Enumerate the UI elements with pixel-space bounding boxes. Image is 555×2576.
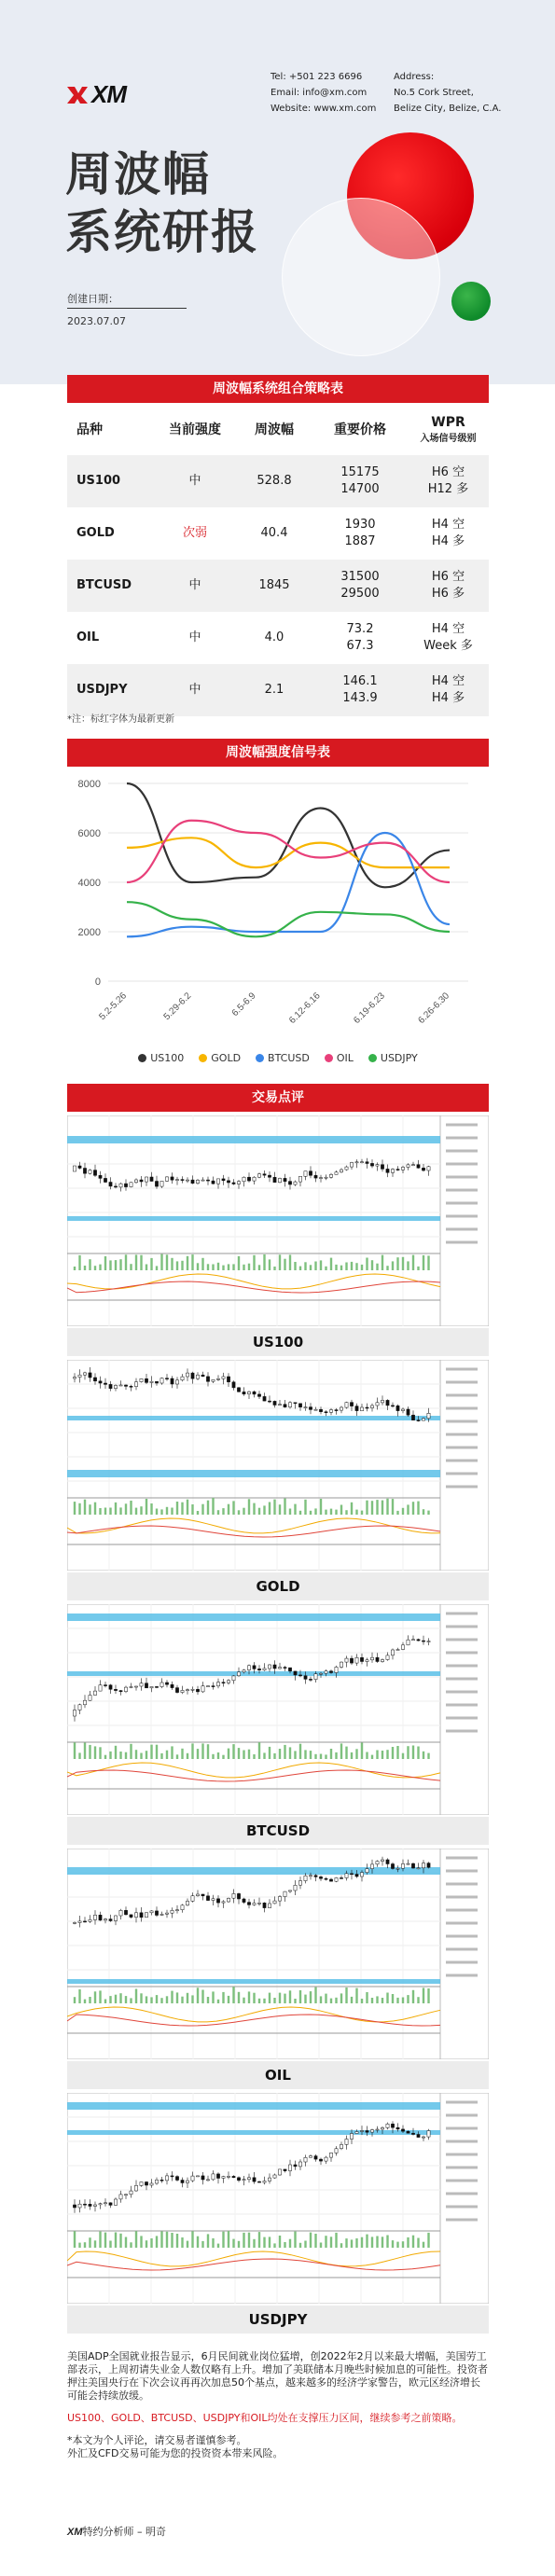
price-chart-screenshot: [67, 1115, 489, 1326]
legend-item: [325, 1052, 354, 1064]
page-title: [65, 145, 259, 261]
address-line: No.5 Cork Street,: [394, 88, 474, 98]
x-tick-label: 5.2-5.26: [97, 990, 130, 1023]
decorative-glass-sphere: [282, 198, 440, 356]
cell-strength: 中: [154, 612, 236, 664]
commentary-paragraph: 美国ADP全国就业报告显示，6月民间就业岗位猛增，创2022年2月以来最大增幅，美国劳工部表示，上周初请失业金人数仅略有上升。增加了美联储本月晚些时候加息的可能性。投资者押注美国央行在下次会议再再次加息50个基点，越来越多的经济学家警告，欧元区经济增长可能会持续放缓。: [67, 2350, 488, 2402]
legend-dot-icon: [256, 1054, 264, 1062]
cell-price: 146.1 143.9: [312, 664, 408, 716]
brand-name: XM: [91, 80, 126, 108]
date-divider: [67, 308, 187, 309]
disclaimer: [67, 2434, 489, 2460]
legend-item: [138, 1052, 184, 1064]
chart-symbol-label: GOLD: [67, 1572, 489, 1600]
legend-dot-icon: [138, 1054, 146, 1062]
market-commentary: [67, 2350, 489, 2470]
cell-strength: 中: [154, 664, 236, 716]
legend-item: [256, 1052, 310, 1064]
y-tick-label: 2000: [77, 927, 101, 938]
y-tick-label: 4000: [77, 878, 101, 889]
cell-price: 31500 29500: [312, 560, 408, 612]
table-row: [67, 664, 489, 716]
legend-item: [199, 1052, 241, 1064]
col-header-symbol: 品种: [67, 403, 154, 455]
price-chart-screenshot: [67, 1849, 489, 2059]
address-title: Address:: [394, 72, 435, 82]
y-tick-label: 8000: [77, 779, 101, 790]
col-header-price: 重要价格: [312, 403, 408, 455]
legend-label: US100: [150, 1052, 185, 1064]
x-tick-label: 6.12-6.16: [287, 990, 323, 1027]
contact-website[interactable]: Website: www.xm.com: [271, 104, 377, 114]
report-header: [0, 0, 555, 384]
cell-strength: 中: [154, 560, 236, 612]
cell-strength: 次弱: [154, 507, 236, 560]
date-value: 2023.07.07: [67, 315, 126, 327]
cell-signal: H6 空 H12 多: [408, 455, 489, 507]
review-section-title: 交易点评: [67, 1084, 489, 1112]
cell-symbol: OIL: [67, 612, 154, 664]
x-tick-label: 5.29-6.2: [161, 990, 194, 1023]
contact-info: [271, 69, 376, 117]
x-tick-label: 6.26-6.30: [416, 990, 452, 1027]
contact-email[interactable]: Email: info@xm.com: [271, 88, 368, 98]
title-line-1: 周波幅: [65, 147, 211, 201]
col-header-wpr: [408, 403, 489, 455]
series-line-us100: [127, 783, 450, 887]
chart-legend: [67, 1052, 489, 1064]
signature-brand: XM: [67, 2527, 83, 2538]
xm-logo: [65, 80, 126, 109]
table-row: [67, 507, 489, 560]
chart-symbol-label: OIL: [67, 2061, 489, 2089]
legend-label: GOLD: [211, 1052, 242, 1064]
price-chart-screenshot: [67, 1604, 489, 1815]
legend-item: [368, 1052, 418, 1064]
price-chart-screenshot: [67, 1360, 489, 1571]
strategy-section-title: 周波幅系统组合策略表: [67, 375, 489, 403]
analyst-signature: [67, 2524, 166, 2539]
signature-text: 特约分析师 – 明奇: [82, 2526, 166, 2538]
title-line-2: 系统研报: [65, 205, 259, 259]
cell-range: 40.4: [236, 507, 312, 560]
cell-symbol: BTCUSD: [67, 560, 154, 612]
legend-label: USDJPY: [380, 1052, 418, 1064]
wpr-label: WPR: [431, 414, 465, 430]
x-tick-label: 6.5-6.9: [229, 990, 258, 1019]
table-note: *注：标红字体为最新更新: [67, 714, 174, 725]
strength-line-chart: [67, 774, 489, 1045]
col-header-range: 周波幅: [236, 403, 312, 455]
strength-chart-svg: [67, 774, 489, 1045]
wpr-sublabel: 入场信号级别: [420, 433, 477, 444]
date-label: 创建日期：: [67, 293, 118, 305]
legend-dot-icon: [325, 1054, 333, 1062]
cell-strength: 中: [154, 455, 236, 507]
disclaimer-line-1: *本文为个人评论，请交易者谨慎参考。: [67, 2434, 247, 2446]
cell-signal: H6 空 H6 多: [408, 560, 489, 612]
legend-label: BTCUSD: [268, 1052, 310, 1064]
cell-symbol: US100: [67, 455, 154, 507]
cell-symbol: GOLD: [67, 507, 154, 560]
cell-range: 2.1: [236, 664, 312, 716]
commentary-strategy-note: US100、GOLD、BTCUSD、USDJPY和OIL均处在支撑压力区间，继续参考之前策略。: [67, 2412, 463, 2424]
table-row: [67, 560, 489, 612]
decorative-green-sphere: [451, 282, 491, 321]
legend-dot-icon: [199, 1054, 207, 1062]
series-line-btcusd: [127, 833, 450, 936]
legend-dot-icon: [368, 1054, 377, 1062]
y-tick-label: 0: [94, 976, 101, 988]
table-header-row: [67, 403, 489, 455]
cell-range: 4.0: [236, 612, 312, 664]
address-line: Belize City, Belize, C.A.: [394, 104, 502, 114]
address-info: [394, 69, 501, 117]
cell-signal: H4 空 H4 多: [408, 507, 489, 560]
cell-signal: H4 空 Week 多: [408, 612, 489, 664]
table-row: [67, 612, 489, 664]
chart-symbol-label: US100: [67, 1328, 489, 1356]
cell-price: 73.2 67.3: [312, 612, 408, 664]
cell-price: 15175 14700: [312, 455, 408, 507]
col-header-strength: 当前强度: [154, 403, 236, 455]
y-tick-label: 6000: [77, 828, 101, 839]
contact-tel: Tel: +501 223 6696: [271, 72, 363, 82]
chart-symbol-label: BTCUSD: [67, 1817, 489, 1845]
x-tick-label: 6.19-6.23: [352, 990, 387, 1027]
xm-logo-icon: [65, 85, 90, 105]
cell-range: 528.8: [236, 455, 312, 507]
disclaimer-line-2: 外汇及CFD交易可能为您的投资资本带来风险。: [67, 2447, 284, 2459]
cell-range: 1845: [236, 560, 312, 612]
chart-symbol-label: USDJPY: [67, 2306, 489, 2334]
signal-chart-title: 周波幅强度信号表: [67, 739, 489, 767]
price-chart-screenshot: [67, 2093, 489, 2304]
cell-symbol: USDJPY: [67, 664, 154, 716]
cell-signal: H4 空 H4 多: [408, 664, 489, 716]
strategy-table: [67, 403, 489, 716]
table-row: [67, 455, 489, 507]
cell-price: 1930 1887: [312, 507, 408, 560]
legend-label: OIL: [336, 1052, 354, 1064]
